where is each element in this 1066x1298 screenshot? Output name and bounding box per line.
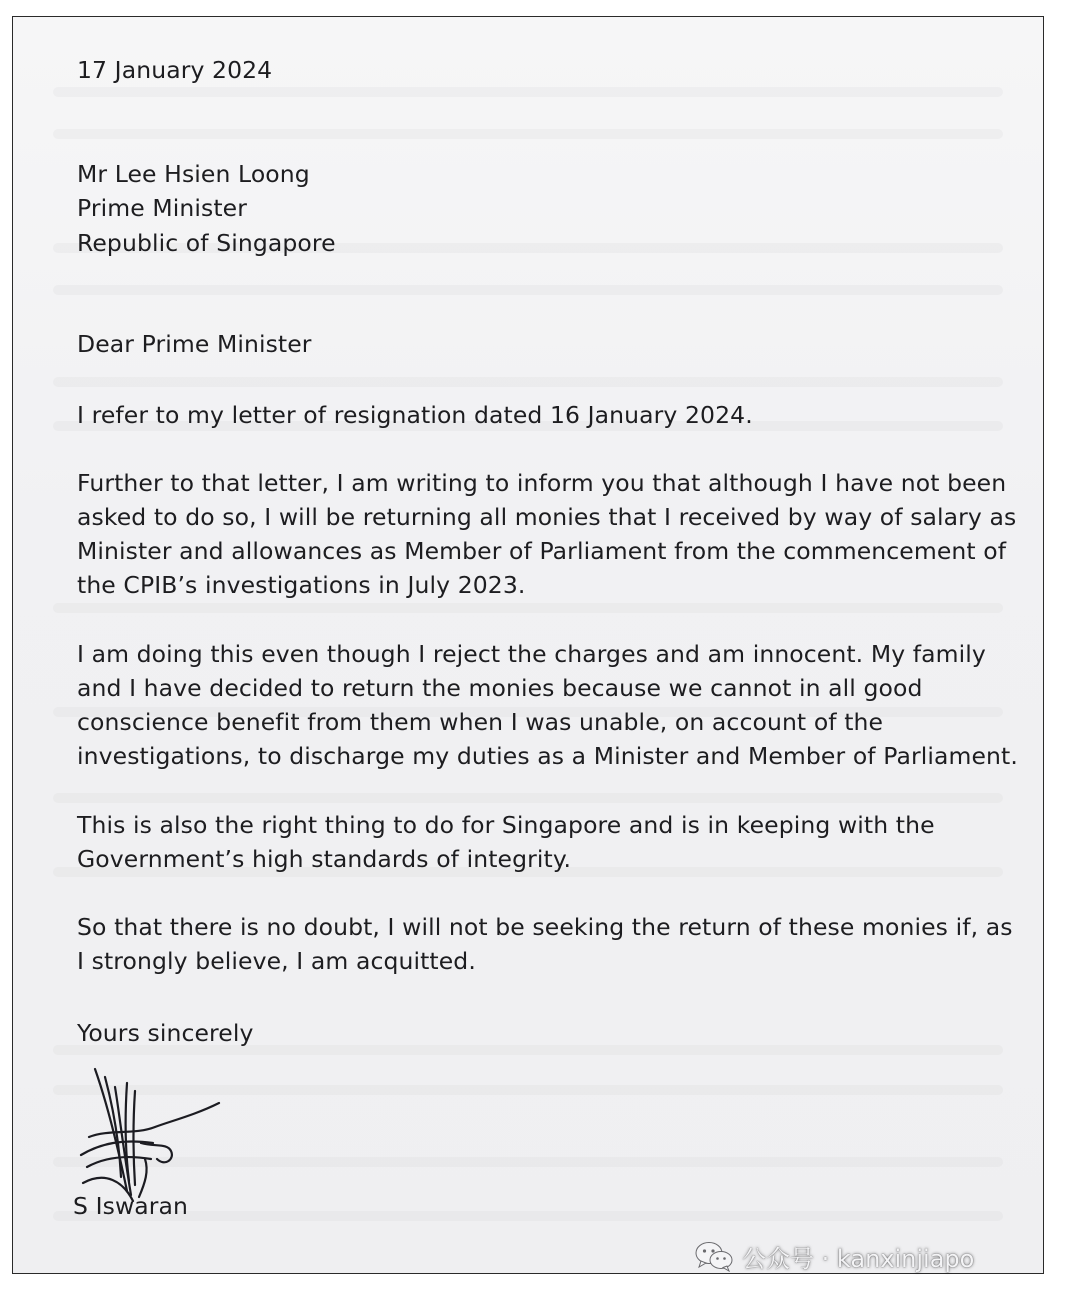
paragraph-2-line-1: Further to that letter, I am writing to inform you that although I have not been xyxy=(77,469,1007,497)
salutation: Dear Prime Minister xyxy=(77,330,312,358)
paragraph-2-line-4: the CPIB’s investigations in July 2023. xyxy=(77,571,526,599)
paragraph-4-line-1: This is also the right thing to do for Singapore and is in keeping with the xyxy=(77,811,935,839)
paragraph-5-line-2: I strongly believe, I am acquitted. xyxy=(77,947,476,975)
watermark-text: 公众号 · kanxinjiapo xyxy=(742,1244,975,1273)
letter-date: 17 January 2024 xyxy=(77,56,273,84)
paragraph-4-line-2: Government’s high standards of integrity. xyxy=(77,845,572,873)
paragraph-3-line-2: and I have decided to return the monies because we cannot in all good xyxy=(77,674,923,702)
letter-page xyxy=(12,16,1044,1274)
paragraph-2-line-3: Minister and allowances as Member of Parliament from the commencement of xyxy=(77,537,1007,565)
recipient-org: Republic of Singapore xyxy=(77,229,336,257)
paragraph-3-line-4: investigations, to discharge my duties as a Minister and Member of Parliament. xyxy=(77,742,1018,770)
closing: Yours sincerely xyxy=(77,1019,254,1047)
recipient-name: Mr Lee Hsien Loong xyxy=(77,160,310,188)
wechat-watermark xyxy=(694,1236,974,1276)
paragraph-3-line-3: conscience benefit from them when I was unable, on account of the xyxy=(77,708,884,736)
paragraph-3-line-1: I am doing this even though I reject the charges and am innocent. My family xyxy=(77,640,986,668)
paragraph-1-line-1: I refer to my letter of resignation dated 16 January 2024. xyxy=(77,401,753,429)
paragraph-2-line-2: asked to do so, I will be returning all monies that I received by way of salary as xyxy=(77,503,1017,531)
recipient-title: Prime Minister xyxy=(77,194,247,222)
paragraph-5-line-1: So that there is no doubt, I will not be seeking the return of these monies if, as xyxy=(77,913,1013,941)
signatory-name: S Iswaran xyxy=(73,1192,189,1220)
wechat-icon xyxy=(694,1240,734,1272)
